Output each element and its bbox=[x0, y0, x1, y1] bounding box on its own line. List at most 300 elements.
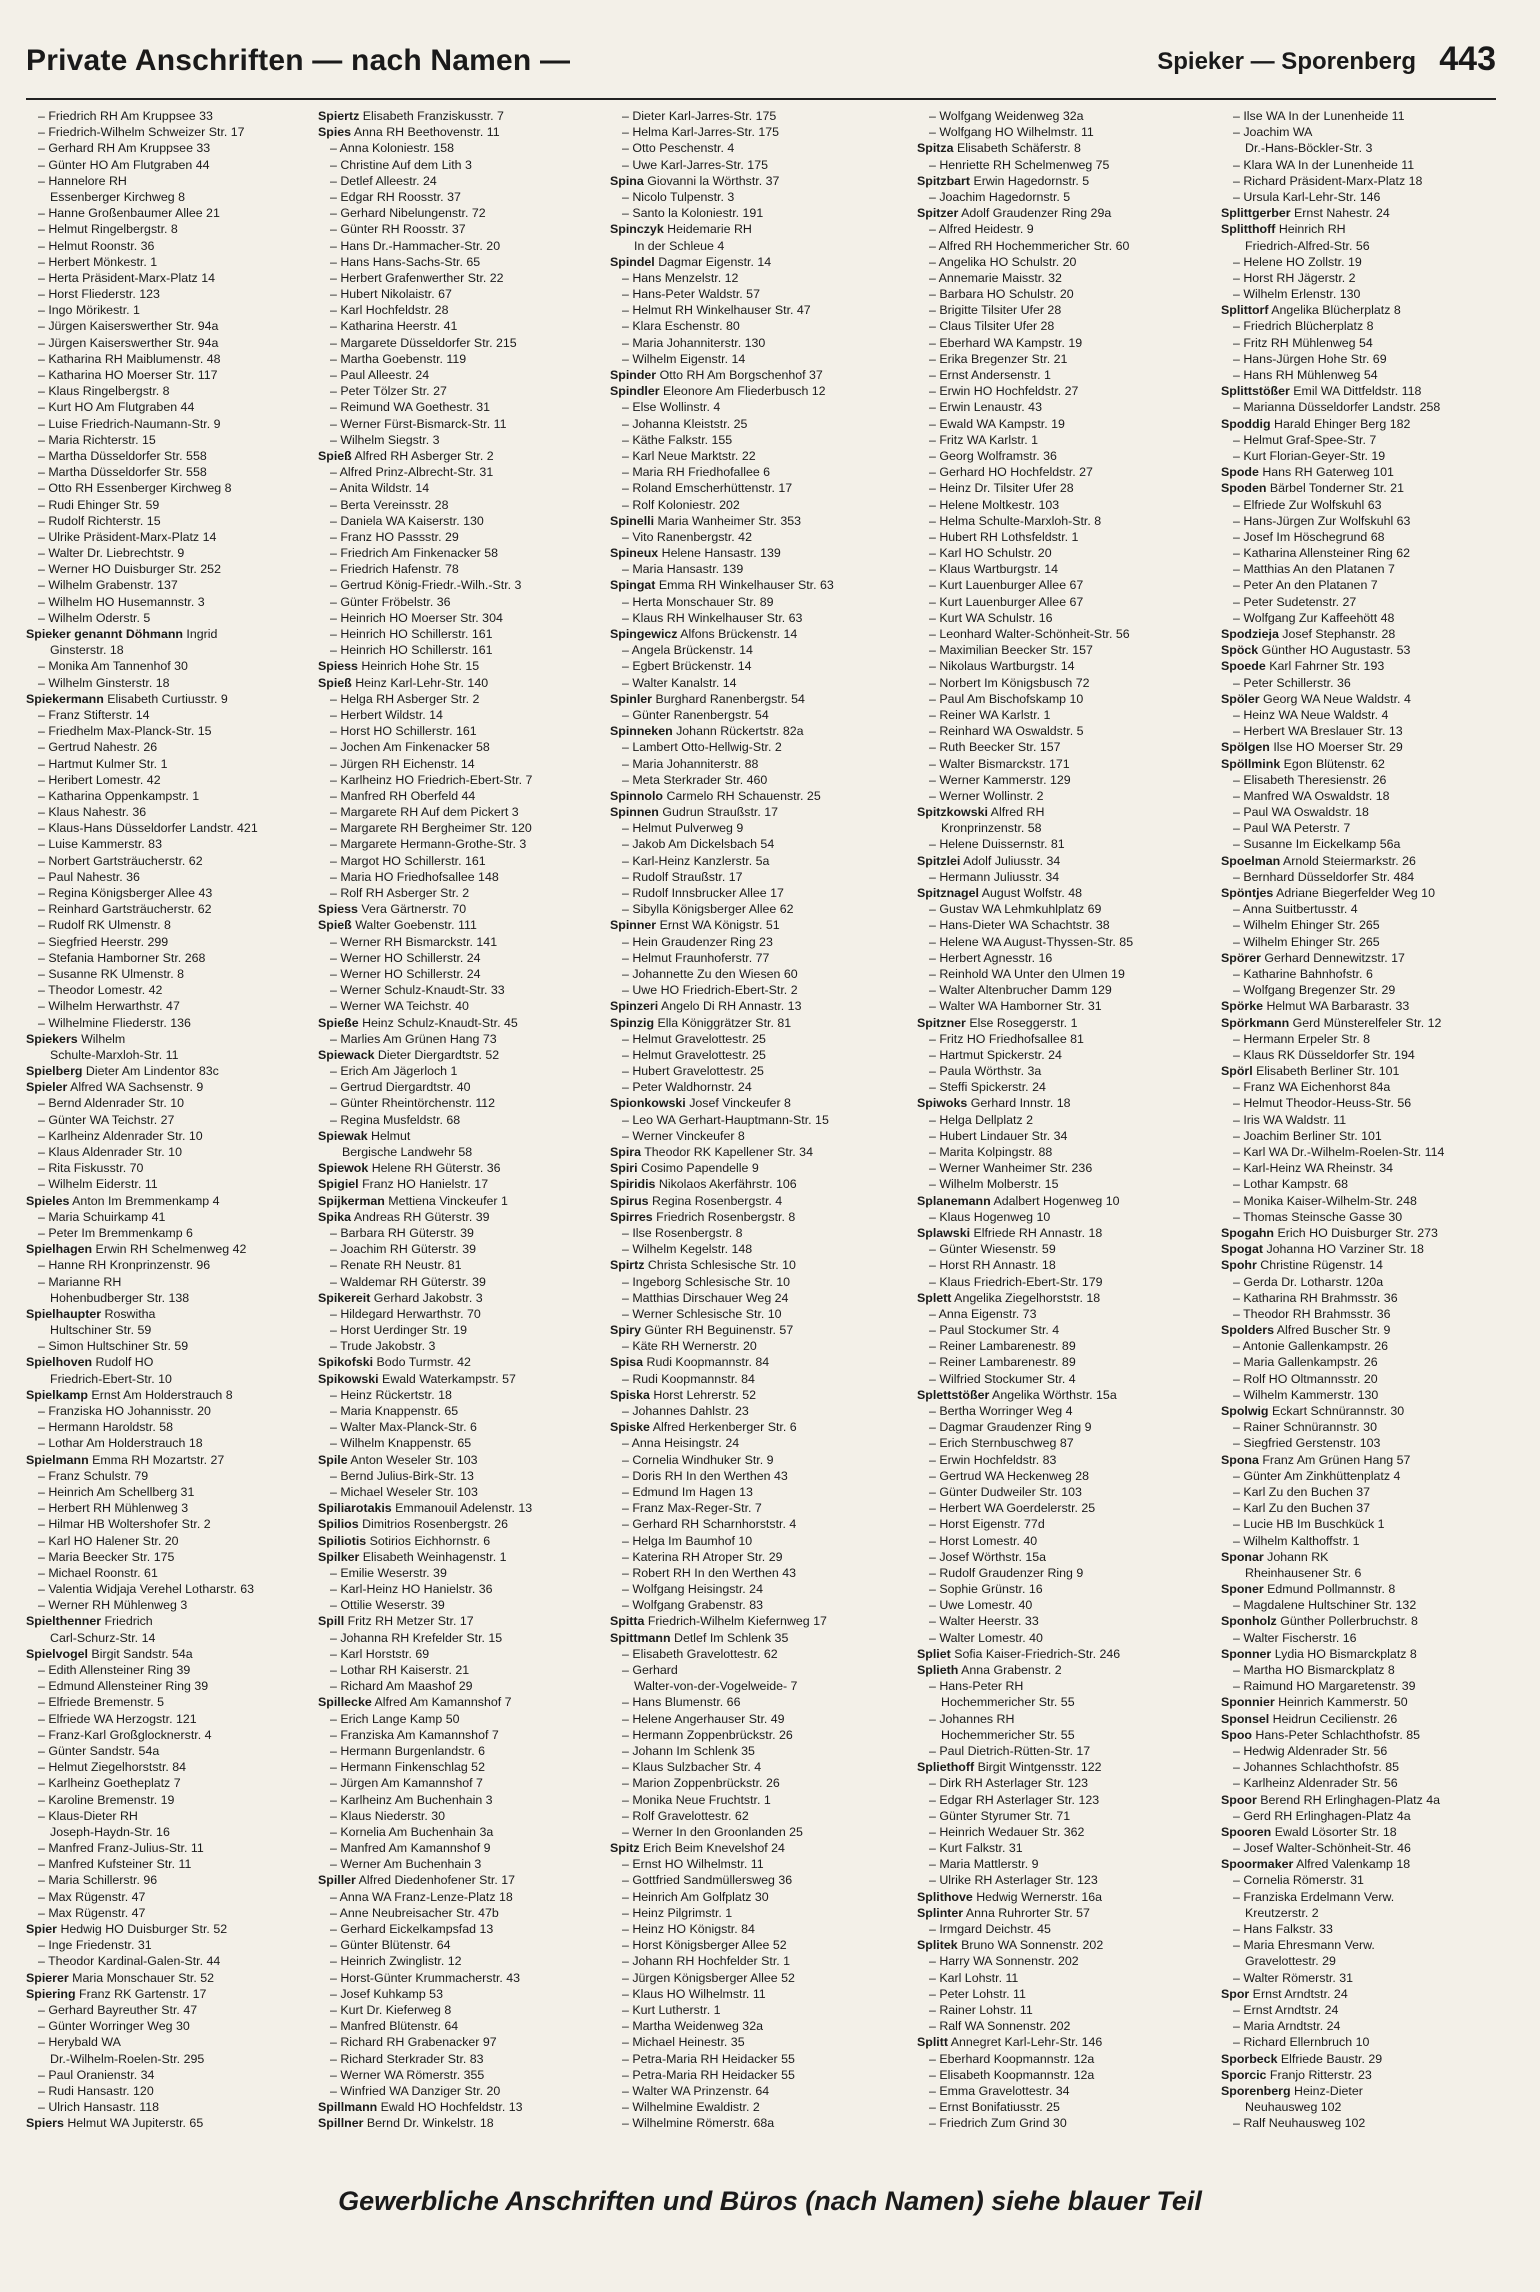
directory-entry: – Wolfgang Heisingstr. 24 bbox=[622, 1582, 763, 1597]
directory-entry-continuation: Dr.-Wilhelm-Roelen-Str. 295 bbox=[50, 2051, 205, 2066]
directory-entry: – Horst-Günter Krummacherstr. 43 bbox=[330, 1970, 521, 1985]
directory-entry: – Elisabeth Gravelottestr. 62 bbox=[622, 1646, 778, 1661]
directory-entry: – Hans-Dieter WA Schachtstr. 38 bbox=[929, 918, 1110, 933]
directory-entry: – Heinz Rückertstr. 18 bbox=[330, 1387, 452, 1402]
surname: Spikofski bbox=[318, 1355, 374, 1370]
directory-entry: – Heinrich HO Schillerstr. 161 bbox=[330, 643, 493, 658]
surname: Spirtz bbox=[610, 1258, 645, 1273]
directory-entry: – Raimund HO Margaretenstr. 39 bbox=[1233, 1679, 1416, 1694]
entry-details: Karl Fahrner Str. 193 bbox=[1265, 659, 1385, 674]
directory-entry: – Horst Lomestr. 40 bbox=[929, 1533, 1038, 1548]
directory-entry: – Peter Sudetenstr. 27 bbox=[1233, 594, 1357, 609]
directory-entry: – Ulrike Präsident-Marx-Platz 14 bbox=[38, 529, 217, 544]
directory-entry: – Katharina Heerstr. 41 bbox=[330, 319, 458, 334]
directory-entry: – Helene Angerhauser Str. 49 bbox=[622, 1711, 785, 1726]
directory-entry-head bbox=[1221, 1727, 1496, 1743]
directory-entry: – Susanne RK Ulmenstr. 8 bbox=[38, 966, 185, 981]
entry-details: Ingrid bbox=[182, 627, 218, 641]
directory-entry: – Manfred Blütenstr. 64 bbox=[330, 2019, 459, 2034]
surname: Spieles bbox=[26, 1193, 70, 1208]
directory-entry: – Ralf WA Sonnenstr. 202 bbox=[929, 2019, 1071, 2034]
entry-details: Alfred Herkenberger Str. 6 bbox=[649, 1420, 797, 1435]
directory-entry: – Paul Nahestr. 36 bbox=[38, 869, 140, 884]
directory-entry: – Edith Allensteiner Ring 39 bbox=[38, 1663, 191, 1677]
directory-entry: – Maria RH Friedhofallee 6 bbox=[622, 465, 771, 480]
surname: Spielthenner bbox=[26, 1614, 102, 1629]
surname: Spies bbox=[318, 125, 352, 140]
directory-entry-head bbox=[1221, 1257, 1496, 1273]
entry-details: Bodo Turmstr. 42 bbox=[373, 1355, 471, 1370]
entry-details: Carmelo RH Schauenstr. 25 bbox=[663, 788, 821, 803]
directory-entry: – Friedrich Blücherplatz 8 bbox=[1233, 319, 1374, 334]
entry-details: Heinz Karl-Lehr-Str. 140 bbox=[351, 675, 489, 690]
directory-entry: – Johannes Dahlstr. 23 bbox=[622, 1404, 749, 1418]
directory-entry: – Santo la Koloniestr. 191 bbox=[622, 206, 764, 221]
directory-entry-head bbox=[610, 804, 900, 820]
directory-entry: – Maria Ehresmann Verw. bbox=[1233, 1938, 1375, 1953]
entry-details: Heidrun Cecilienstr. 26 bbox=[1269, 1711, 1398, 1726]
surname: Spooren bbox=[1221, 1824, 1272, 1839]
directory-entry: – Rudolf Richterstr. 15 bbox=[38, 513, 161, 528]
directory-entry: – Helene HO Zollstr. 19 bbox=[1233, 254, 1362, 269]
directory-entry: – Karlheinz Goetheplatz 7 bbox=[38, 1776, 181, 1791]
directory-entry-head bbox=[318, 901, 608, 917]
directory-entry-continuation: Bergische Landwehr 58 bbox=[342, 1145, 473, 1159]
directory-entry: – Matthias Dirschauer Weg 24 bbox=[622, 1290, 789, 1305]
directory-entry: – Winfried WA Danziger Str. 20 bbox=[330, 2083, 501, 2098]
page-number: 443 bbox=[1439, 40, 1496, 78]
directory-entry: – Walter WA Prinzenstr. 64 bbox=[622, 2083, 770, 2098]
directory-entry: – Ilse Rosenbergstr. 8 bbox=[622, 1225, 743, 1240]
directory-entry: – Wilhelm Ginsterstr. 18 bbox=[38, 675, 170, 690]
directory-entry: – Johannette Zu den Wiesen 60 bbox=[622, 966, 798, 981]
directory-entry-head bbox=[610, 691, 900, 707]
entry-details: Walter Goebenstr. 111 bbox=[351, 918, 477, 933]
entry-details: Georg WA Neue Waldstr. 4 bbox=[1259, 691, 1411, 706]
directory-entry: – Günter Styrumer Str. 71 bbox=[929, 1808, 1071, 1823]
directory-entry: – Paul Alleestr. 24 bbox=[330, 368, 430, 382]
directory-entry: – Rolf Gravelottestr. 62 bbox=[622, 1808, 749, 1823]
directory-entry: – Leonhard Walter-Schönheit-Str. 56 bbox=[929, 627, 1130, 641]
directory-entry-head bbox=[1221, 739, 1496, 755]
directory-entry: – Werner Vinckeufer 8 bbox=[622, 1128, 745, 1143]
surname: Spitzbart bbox=[917, 173, 971, 188]
directory-entry: – Martha HO Bismarckplatz 8 bbox=[1233, 1663, 1395, 1677]
directory-entry: – Rolf Koloniestr. 202 bbox=[622, 497, 740, 512]
surname: Spinnen bbox=[610, 805, 659, 820]
directory-entry-head bbox=[1221, 885, 1496, 901]
directory-entry: – Alfred Heidestr. 9 bbox=[929, 222, 1034, 237]
directory-entry-head bbox=[318, 1694, 608, 1710]
surname: Spörke bbox=[1221, 999, 1264, 1014]
directory-entry-head bbox=[917, 1646, 1207, 1662]
directory-entry-head bbox=[26, 1613, 316, 1629]
entry-details: Alfred WA Sachsenstr. 9 bbox=[67, 1080, 204, 1095]
surname: Spirres bbox=[610, 1209, 653, 1224]
directory-entry-head bbox=[1221, 1452, 1496, 1468]
entry-details: Burghard Ranenbergstr. 54 bbox=[652, 691, 805, 706]
directory-entry-head bbox=[610, 1160, 900, 1176]
directory-entry: – Hanne RH Kronprinzenstr. 96 bbox=[38, 1258, 211, 1273]
directory-entry-head bbox=[610, 1015, 900, 1031]
directory-entry: – Herbert WA Goerdelerstr. 25 bbox=[929, 1501, 1096, 1516]
directory-entry: – Hans Falkstr. 33 bbox=[1233, 1922, 1333, 1936]
directory-entry: – Martha Düsseldorfer Str. 558 bbox=[38, 448, 207, 463]
directory-entry: – Rolf HO Oltmannsstr. 20 bbox=[1233, 1371, 1378, 1386]
directory-entry: – Maria Schuirkamp 41 bbox=[38, 1209, 166, 1224]
directory-entry: – Franz WA Eichenhorst 84a bbox=[1233, 1080, 1391, 1095]
directory-entry: – Claus Tilsiter Ufer 28 bbox=[929, 319, 1055, 334]
directory-entry: – Horst HO Schillerstr. 161 bbox=[330, 724, 477, 739]
directory-entry: – Hanne Großenbaumer Allee 21 bbox=[38, 206, 220, 221]
directory-entry: – Wilhelm Erlenstr. 130 bbox=[1233, 287, 1361, 302]
surname: Spierer bbox=[26, 1970, 69, 1985]
entry-details: Adolf Juliusstr. 34 bbox=[960, 853, 1061, 868]
surname: Sponer bbox=[1221, 1582, 1264, 1597]
surname: Sponsel bbox=[1221, 1711, 1270, 1726]
entry-details: Ilse HO Moerser Str. 29 bbox=[1269, 740, 1403, 755]
entry-details: Josef Vinckeufer 8 bbox=[685, 1096, 791, 1111]
directory-entry: – Marita Kolpingstr. 88 bbox=[929, 1145, 1053, 1159]
directory-entry: – Maria Hansastr. 139 bbox=[622, 562, 744, 577]
directory-entry: – Klaus-Dieter RH bbox=[38, 1808, 138, 1823]
surname: Sporcic bbox=[1221, 2067, 1267, 2082]
entry-details: Franz Am Grünen Hang 57 bbox=[1258, 1452, 1411, 1467]
directory-entry-head bbox=[318, 1209, 608, 1225]
directory-entry-head bbox=[318, 1176, 608, 1192]
directory-entry: – Reiner Lambarenestr. 89 bbox=[929, 1339, 1076, 1354]
directory-entry: – Franz Schulstr. 79 bbox=[38, 1468, 149, 1483]
directory-entry: – Max Rügenstr. 47 bbox=[38, 1889, 146, 1904]
directory-entry: – Karl-Heinz HO Hanielstr. 36 bbox=[330, 1582, 493, 1597]
directory-entry: – Gerhard Nibelungenstr. 72 bbox=[330, 206, 486, 221]
directory-entry-head bbox=[318, 1354, 608, 1370]
directory-entry: – Wolfgang Grabenstr. 83 bbox=[622, 1598, 763, 1613]
directory-entry: – Helmut Gravelottestr. 25 bbox=[622, 1047, 766, 1062]
directory-entry: – Wilhelmine Römerstr. 68a bbox=[622, 2116, 775, 2131]
directory-entry: – Friedrich Hafenstr. 78 bbox=[330, 562, 459, 577]
directory-entry: – Karl Zu den Buchen 37 bbox=[1233, 1501, 1371, 1516]
surname: Spitzlei bbox=[917, 853, 961, 868]
directory-entry: – Hubert Lindauer Str. 34 bbox=[929, 1128, 1068, 1143]
entry-details: Ernst Arndtstr. 24 bbox=[1249, 1986, 1348, 2001]
directory-entry: – Wilhelm Grabenstr. 137 bbox=[38, 578, 178, 593]
surname: Spoormaker bbox=[1221, 1857, 1294, 1872]
directory-entry: – Rudolf Straußstr. 17 bbox=[622, 869, 743, 884]
entry-details: Maria Wanheimer Str. 353 bbox=[654, 513, 801, 528]
directory-entry: – Elisabeth Theresienstr. 26 bbox=[1233, 772, 1387, 787]
directory-entry: – Barbara RH Güterstr. 39 bbox=[330, 1225, 474, 1240]
surname: Spitza bbox=[917, 141, 954, 156]
directory-entry: – Hein Graudenzer Ring 23 bbox=[622, 934, 773, 949]
directory-entry: – Max Rügenstr. 47 bbox=[38, 1905, 146, 1920]
directory-entry-head bbox=[1221, 383, 1496, 399]
directory-entry-head bbox=[318, 1516, 608, 1532]
directory-entry: – Werner RH Mühlenweg 3 bbox=[38, 1598, 188, 1613]
directory-entry-head bbox=[318, 658, 608, 674]
entry-details: Helene RH Güterstr. 36 bbox=[368, 1161, 501, 1176]
directory-entry: – Alfred Prinz-Albrecht-Str. 31 bbox=[330, 465, 494, 480]
directory-entry: – Erika Bregenzer Str. 21 bbox=[929, 351, 1068, 366]
surname: Spoddig bbox=[1221, 416, 1271, 431]
directory-entry-continuation: Walter-von-der-Vogelweide- 7 bbox=[634, 1679, 798, 1694]
directory-entry: – Kurt Lauenburger Allee 67 bbox=[929, 594, 1084, 609]
directory-entry: – Herbert Grafenwerther Str. 22 bbox=[330, 270, 504, 285]
directory-entry: – Reiner Lambarenestr. 89 bbox=[929, 1355, 1076, 1370]
entry-details: Franjo Ritterstr. 23 bbox=[1266, 2067, 1372, 2082]
directory-entry: – Joachim Berliner Str. 101 bbox=[1233, 1128, 1382, 1143]
surname: Spieler bbox=[26, 1080, 68, 1095]
entry-details: Hedwig Wernerstr. 16a bbox=[972, 1889, 1103, 1904]
entry-details: Emil WA Dittfeldstr. 118 bbox=[1289, 384, 1422, 399]
surname: Spier bbox=[26, 1922, 57, 1936]
surname: Spikereit bbox=[318, 1290, 371, 1305]
directory-entry-head bbox=[610, 1387, 900, 1403]
directory-entry: – Margarete RH Auf dem Pickert 3 bbox=[330, 805, 519, 820]
directory-entry: – Ernst Arndtstr. 24 bbox=[1233, 2002, 1339, 2017]
surname: Spinnolo bbox=[610, 788, 663, 803]
entry-details: Heinrich Hohe Str. 15 bbox=[357, 659, 480, 674]
entry-details: Angelo Di RH Annastr. 13 bbox=[658, 999, 802, 1014]
directory-entry-continuation: Hultschiner Str. 59 bbox=[50, 1323, 152, 1338]
directory-entry: – Werner HO Schillerstr. 24 bbox=[330, 950, 481, 965]
directory-entry: – Paul WA Oswaldstr. 18 bbox=[1233, 805, 1369, 820]
entry-details: Alfons Brückenstr. 14 bbox=[677, 627, 798, 641]
directory-entry: – Richard Ellernbruch 10 bbox=[1233, 2035, 1370, 2050]
directory-entry: – Wolfgang HO Wilhelmstr. 11 bbox=[929, 125, 1094, 140]
directory-entry-head bbox=[1221, 2067, 1496, 2083]
directory-entry-head bbox=[1221, 642, 1496, 658]
surname: Spoelman bbox=[1221, 853, 1281, 868]
directory-entry: – Wolfgang Weidenweg 32a bbox=[929, 109, 1084, 123]
entry-details: Alfred Am Kamannshof 7 bbox=[371, 1695, 512, 1710]
directory-entry: – Reinhold WA Unter den Ulmen 19 bbox=[929, 966, 1125, 981]
entry-details: Heidemarie RH bbox=[663, 222, 752, 237]
entry-details: Rudi Koopmannstr. 84 bbox=[643, 1355, 770, 1370]
directory-entry: – Jürgen Kaiserswerther Str. 94a bbox=[38, 319, 219, 334]
surname: Spingewicz bbox=[610, 627, 678, 641]
directory-entry: – Monika Kaiser-Wilhelm-Str. 248 bbox=[1233, 1193, 1417, 1208]
entry-details: Adolf Graudenzer Ring 29a bbox=[958, 206, 1112, 221]
surname: Spöllmink bbox=[1221, 756, 1281, 771]
entry-details: Erich Beim Knevelshof 24 bbox=[639, 1841, 785, 1856]
directory-entry: – Karlheinz Aldenrader Str. 10 bbox=[38, 1128, 203, 1143]
directory-entry: – Karl HO Schulstr. 20 bbox=[929, 546, 1052, 561]
directory-entry-head bbox=[1221, 2051, 1496, 2067]
entry-details: Alfred RH bbox=[987, 805, 1045, 820]
directory-entry: – Karl-Heinz WA Rheinstr. 34 bbox=[1233, 1161, 1393, 1176]
directory-entry: – Jürgen RH Eichenstr. 14 bbox=[330, 756, 475, 771]
directory-entry-head bbox=[917, 1193, 1207, 1209]
directory-entry-head bbox=[26, 1354, 316, 1370]
directory-entry: – Uwe Karl-Jarres-Str. 175 bbox=[622, 157, 768, 172]
directory-entry-head bbox=[318, 1872, 608, 1888]
directory-entry-continuation: Kronprinzenstr. 58 bbox=[941, 821, 1042, 836]
directory-entry: – Anna Koloniestr. 158 bbox=[330, 141, 455, 156]
directory-entry: – Maria Johanniterstr. 88 bbox=[622, 756, 759, 771]
entry-details: Erwin RH Schelmenweg 42 bbox=[92, 1242, 247, 1257]
entry-details: Angelika Ziegelhorststr. 18 bbox=[951, 1290, 1101, 1305]
surname: Spiewok bbox=[318, 1161, 369, 1176]
entry-details: Helmut WA Barbarastr. 33 bbox=[1263, 999, 1410, 1014]
directory-entry: – Siegfried Gerstenstr. 103 bbox=[1233, 1436, 1381, 1451]
directory-entry: – Egbert Brückenstr. 14 bbox=[622, 659, 752, 674]
entry-details: Elisabeth Curtiusstr. 9 bbox=[103, 691, 228, 706]
directory-entry: – Katharina RH Maiblumenstr. 48 bbox=[38, 351, 221, 366]
surname: Spörer bbox=[1221, 950, 1261, 965]
directory-entry: – Ilse WA In der Lunenheide 11 bbox=[1233, 109, 1405, 123]
entry-details: Cosimo Papendelle 9 bbox=[637, 1161, 759, 1176]
directory-entry: – Reinhard Gartsträucherstr. 62 bbox=[38, 902, 212, 917]
directory-entry-head bbox=[917, 1759, 1207, 1775]
directory-entry: – Helmut RH Winkelhauser Str. 47 bbox=[622, 303, 811, 318]
surname: Spitzer bbox=[917, 206, 959, 221]
directory-entry-head bbox=[917, 885, 1207, 901]
entry-details: Friedrich-Wilhelm Kiefernweg 17 bbox=[644, 1614, 827, 1629]
directory-entry-continuation: Gravelottestr. 29 bbox=[1245, 1954, 1336, 1969]
entry-details: Ewald Waterkampstr. 57 bbox=[378, 1371, 516, 1386]
directory-entry-head bbox=[1221, 1581, 1496, 1597]
directory-entry: – Doris RH In den Werthen 43 bbox=[622, 1468, 788, 1483]
directory-entry-head bbox=[610, 513, 900, 529]
header-rule bbox=[26, 98, 1496, 100]
directory-entry: – Klaus Sulzbacher Str. 4 bbox=[622, 1760, 762, 1775]
directory-entry: – Jochen Am Finkenacker 58 bbox=[330, 740, 490, 755]
directory-entry-head bbox=[1221, 1549, 1496, 1565]
directory-entry-head bbox=[610, 577, 900, 593]
surname: Splittorf bbox=[1221, 303, 1269, 318]
entry-details: Berend RH Erlinghagen-Platz 4a bbox=[1256, 1792, 1441, 1807]
surname: Spinler bbox=[610, 691, 652, 706]
surname: Spiertz bbox=[318, 109, 360, 123]
directory-entry-head bbox=[1221, 1856, 1496, 1872]
directory-entry: – Peter Im Bremmenkamp 6 bbox=[38, 1225, 193, 1240]
entry-details: Ernst WA Königstr. 51 bbox=[656, 918, 780, 933]
directory-entry: – Käthe Falkstr. 155 bbox=[622, 432, 733, 447]
surname: Spielhagen bbox=[26, 1242, 93, 1257]
surname: Spoo bbox=[1221, 1727, 1252, 1742]
directory-entry-head bbox=[1221, 1225, 1496, 1241]
surname: Spielmann bbox=[26, 1452, 89, 1467]
surname: Spijkerman bbox=[318, 1193, 385, 1208]
directory-entry: – Petra-Maria RH Heidacker 55 bbox=[622, 2067, 795, 2082]
surname: Spinneken bbox=[610, 724, 673, 739]
directory-entry-head bbox=[917, 1225, 1207, 1241]
directory-entry: – Franziska Am Kamannshof 7 bbox=[330, 1727, 499, 1742]
directory-entry: – Kurt Lauenburger Allee 67 bbox=[929, 578, 1084, 593]
entry-details: Sofia Kaiser-Friedrich-Str. 246 bbox=[950, 1646, 1121, 1661]
directory-entry: – Martha Düsseldorfer Str. 558 bbox=[38, 465, 207, 480]
directory-entry: – Klaus Friedrich-Ebert-Str. 179 bbox=[929, 1274, 1103, 1289]
directory-entry-head bbox=[610, 1144, 900, 1160]
directory-entry: – Dagmar Graudenzer Ring 9 bbox=[929, 1420, 1092, 1435]
directory-entry-continuation: Friedrich-Alfred-Str. 56 bbox=[1245, 238, 1370, 253]
surname: Spiess bbox=[318, 902, 358, 917]
entry-details: Anna RH Beethovenstr. 11 bbox=[351, 125, 500, 140]
directory-entry-head bbox=[1221, 480, 1496, 496]
surname: Spolders bbox=[1221, 1323, 1275, 1338]
surname: Spielhoven bbox=[26, 1355, 93, 1370]
directory-entry: – Hubert RH Lothsfeldstr. 1 bbox=[929, 529, 1079, 544]
directory-entry: – Helma Schulte-Marxloh-Str. 8 bbox=[929, 513, 1102, 528]
directory-entry: – Helene Moltkestr. 103 bbox=[929, 497, 1060, 512]
directory-entry-head bbox=[26, 1452, 316, 1468]
directory-entry: – Rainer Lohstr. 11 bbox=[929, 2002, 1033, 2017]
directory-entry-head bbox=[1221, 853, 1496, 869]
entry-details: Roswitha bbox=[101, 1306, 156, 1321]
directory-entry-head bbox=[1221, 1694, 1496, 1710]
directory-entry: – Klara WA In der Lunenheide 11 bbox=[1233, 157, 1415, 172]
entry-details: Elisabeth Franziskusstr. 7 bbox=[359, 109, 504, 123]
directory-entry: – Jürgen Königsberger Allee 52 bbox=[622, 1970, 795, 1985]
directory-entry: – Ernst HO Wilhelmstr. 11 bbox=[622, 1857, 764, 1872]
directory-entry: – Simon Hultschiner Str. 59 bbox=[38, 1339, 189, 1354]
directory-entry: – Jakob Am Dickelsbach 54 bbox=[622, 837, 775, 852]
directory-entry: – Marianna Düsseldorfer Landstr. 258 bbox=[1233, 400, 1441, 415]
directory-entry: – Maria Johanniterstr. 130 bbox=[622, 335, 766, 350]
directory-entry: – Karl Zu den Buchen 37 bbox=[1233, 1484, 1371, 1499]
surname: Spineux bbox=[610, 546, 659, 561]
surname: Spiliarotakis bbox=[318, 1501, 392, 1516]
directory-entry: – Helmut Ziegelhorststr. 84 bbox=[38, 1760, 187, 1775]
directory-entry: – Gertrud König-Friedr.-Wilh.-Str. 3 bbox=[330, 578, 522, 593]
directory-entry: – Wilhelm Siegstr. 3 bbox=[330, 432, 440, 447]
surname: Spiering bbox=[26, 1986, 76, 2001]
directory-entry: – Werner WA Römerstr. 355 bbox=[330, 2067, 485, 2082]
directory-entry: – Ulrike RH Asterlager Str. 123 bbox=[929, 1873, 1098, 1888]
directory-entry: – Uwe Lomestr. 40 bbox=[929, 1598, 1033, 1613]
directory-entry: – Maria HO Friedhofsallee 148 bbox=[330, 869, 499, 884]
directory-entry: – Marlies Am Grünen Hang 73 bbox=[330, 1031, 497, 1046]
directory-entry: – Herbert RH Mühlenweg 3 bbox=[38, 1501, 189, 1516]
directory-entry: – Heinrich HO Moerser Str. 304 bbox=[330, 610, 503, 625]
directory-entry: – Karl Hochfeldstr. 28 bbox=[330, 303, 449, 318]
surname: Sponnier bbox=[1221, 1695, 1275, 1710]
directory-entry: – Klaus RH Winkelhauser Str. 63 bbox=[622, 610, 803, 625]
directory-entry-head bbox=[1221, 1986, 1496, 2002]
directory-entry: – Richard RH Grabenacker 97 bbox=[330, 2035, 497, 2050]
directory-entry: – Anna Eigenstr. 73 bbox=[929, 1306, 1037, 1321]
directory-entry: – Henriette RH Schelmenweg 75 bbox=[929, 157, 1110, 172]
surname: Spielhaupter bbox=[26, 1306, 102, 1321]
surname: Splitt bbox=[917, 2035, 948, 2050]
directory-entry-head bbox=[318, 1549, 608, 1565]
directory-entry: – Walter WA Hamborner Str. 31 bbox=[929, 999, 1102, 1014]
directory-entry: – Anna Heisingstr. 24 bbox=[622, 1436, 740, 1451]
directory-entry: – Hildegard Herwarthstr. 70 bbox=[330, 1306, 481, 1321]
directory-entry: – Klaus Ringelbergstr. 8 bbox=[38, 384, 170, 399]
directory-entry: – Franziska HO Johannisstr. 20 bbox=[38, 1404, 211, 1418]
entry-details: Harald Ehinger Berg 182 bbox=[1270, 416, 1411, 431]
directory-entry: – Heribert Lomestr. 42 bbox=[38, 772, 161, 787]
directory-entry: – Paul Oranienstr. 34 bbox=[38, 2067, 155, 2082]
entry-details: Emmanouil Adelenstr. 13 bbox=[391, 1501, 533, 1516]
directory-entry-continuation: Schulte-Marxloh-Str. 11 bbox=[50, 1047, 179, 1062]
directory-entry-head bbox=[1221, 2083, 1496, 2099]
directory-entry: – Horst Eigenstr. 77d bbox=[929, 1517, 1045, 1532]
surname: Spina bbox=[610, 173, 644, 188]
surname: Spieß bbox=[318, 675, 352, 690]
entry-details: Dimitrios Rosenbergstr. 26 bbox=[358, 1517, 509, 1532]
directory-entry: – Kurt Falkstr. 31 bbox=[929, 1841, 1023, 1856]
directory-entry: – Klaus-Hans Düsseldorfer Landstr. 421 bbox=[38, 821, 258, 836]
surname: Spielkamp bbox=[26, 1387, 88, 1402]
directory-entry-head bbox=[917, 804, 1207, 820]
directory-entry-head bbox=[318, 1128, 608, 1144]
directory-entry: – Waldemar RH Güterstr. 39 bbox=[330, 1274, 486, 1289]
page-header bbox=[26, 40, 1496, 88]
entry-details: Alfred Valenkamp 18 bbox=[1293, 1857, 1411, 1872]
